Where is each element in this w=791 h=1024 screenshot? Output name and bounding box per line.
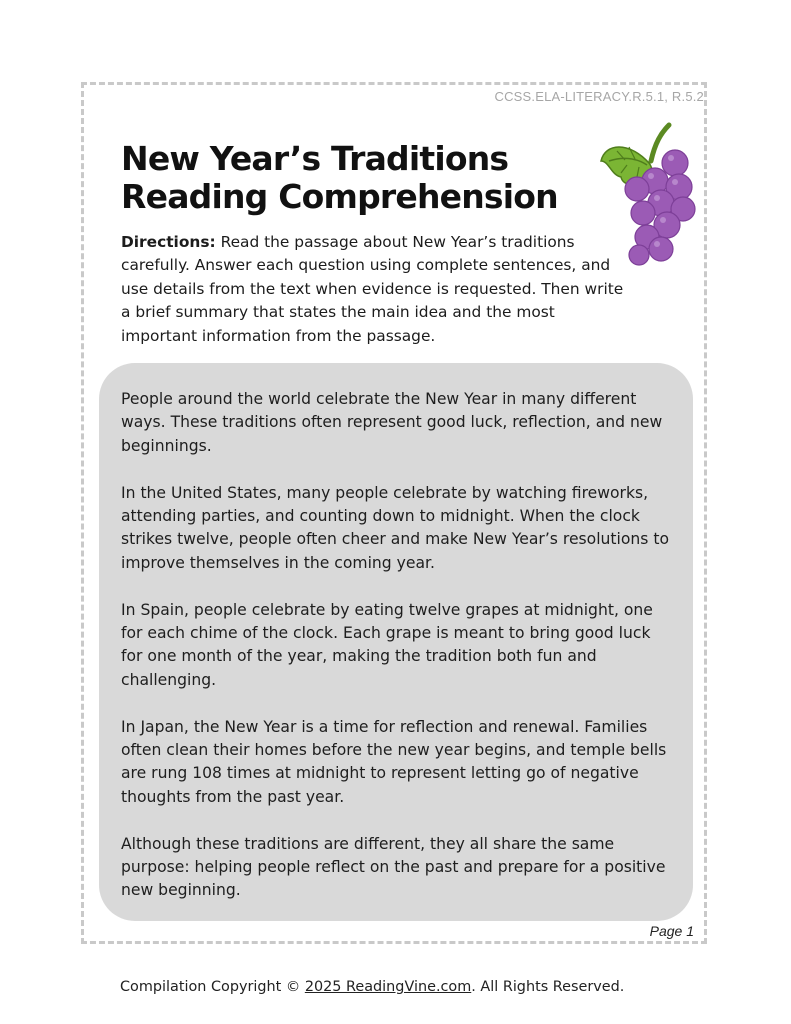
directions-label: Directions: [121,233,216,251]
passage-paragraph: In Spain, people celebrate by eating twelve grapes at midnight, one for each chime of the clock. Each grape is meant to bring good luck for one month of the year, making the tradition both fun and challenging. [121,600,653,689]
page-number: Page 1 [649,923,694,939]
directions-text [121,231,626,348]
title-line-2: Reading Comprehension [121,177,558,216]
site-link[interactable]: 2025 ReadingVine.com [304,979,472,995]
directions-body: Read the passage about New Year’s traditions carefully. Answer each question using complete sentences, and use details from the text when evidence is requested. Then write a brief summary that states the main idea and the most important information from the passage. [121,233,624,345]
standards-label: CCSS.ELA-LITERACY.R.5.1, R.5.2 [494,89,704,104]
page-title [121,140,558,216]
passage-paragraph: Although these traditions are different, they all share the same purpose: helping people reflect on the past and prepare for a positive new beginning. [121,834,666,900]
passage-paragraph: In Japan, the New Year is a time for reflection and renewal. Families often clean their homes before the new year begins, and temple bells are rung 108 times at midnight to represent letting go of negative thoughts from the past year. [121,717,667,806]
copyright-suffix: . All Rights Reserved. [471,979,625,995]
copyright-prefix: Compilation Copyright © [120,979,305,995]
passage-paragraph: People around the world celebrate the New Year in many different ways. These traditions often represent good luck, reflection, and new beginnings. [121,390,663,455]
worksheet-frame [81,82,707,944]
reading-passage [99,363,693,921]
title-line-1: New Year’s Traditions [121,139,509,178]
passage-paragraph: In the United States, many people celebrate by watching fireworks, attending parties, and counting down to midnight. When the clock strikes twelve, people often cheer and make New Year’s resolutions to improve themselves in the coming year. [121,483,670,572]
copyright-footer [120,979,624,995]
